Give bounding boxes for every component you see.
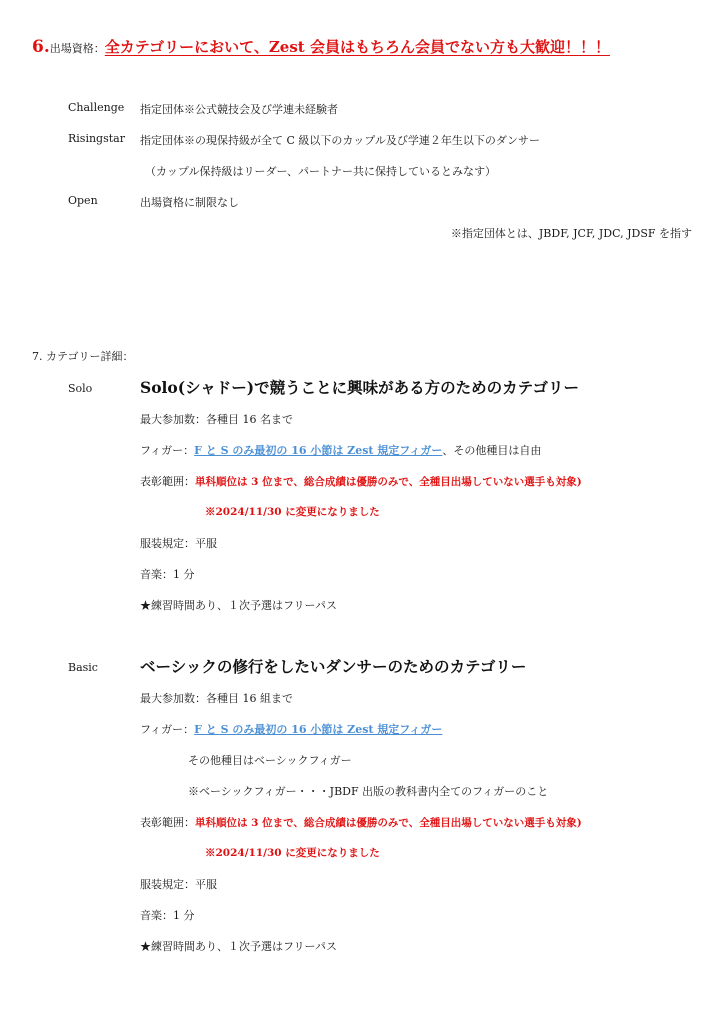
row-name-risingstar: Risingstar: [68, 132, 125, 145]
basic-music: 音楽：1 分: [140, 909, 195, 922]
basic-figure-note: ※ベーシックフィガー・・・JBDF 出版の教科書内全てのフィガーのこと: [188, 785, 549, 798]
basic-figure-link[interactable]: F と S のみ最初の 16 小節は Zest 規定フィガー: [194, 723, 443, 736]
solo-practice: ★練習時間あり、１次予選はフリーパス: [140, 599, 338, 612]
solo-figure-link[interactable]: F と S のみ最初の 16 小節は Zest 規定フィガー: [194, 444, 443, 457]
basic-figure-prefix: フィガー：: [140, 723, 195, 736]
solo-figure: [140, 442, 541, 458]
solo-category-name: Solo: [68, 382, 93, 395]
basic-practice: ★練習時間あり、１次予選はフリーパス: [140, 940, 338, 953]
solo-award: [140, 473, 582, 489]
solo-figure-suffix: 、その他種目は自由: [442, 444, 542, 457]
solo-change-note: ※2024/11/30 に変更になりました: [205, 506, 380, 518]
section6-title: [32, 36, 610, 57]
basic-award: [140, 814, 582, 830]
solo-award-prefix: 表彰範囲：: [140, 475, 195, 488]
solo-max: 最大参加数：各種目 16 名まで: [140, 413, 293, 426]
row-name-open: Open: [68, 194, 98, 207]
basic-heading: ベーシックの修行をしたいダンサーのためのカテゴリー: [140, 657, 527, 676]
designated-bodies-note: ※指定団体とは、JBDF, JCF, JDC, JDSF を指す: [450, 227, 692, 240]
basic-dress: 服装規定：平服: [140, 878, 217, 891]
basic-other-figure: その他種目はベーシックフィガー: [188, 754, 352, 767]
section6-headline: 全カテゴリーにおいて、Zest 会員はもちろん会員でない方も大歓迎！！！: [104, 38, 610, 56]
section6-label: 出場資格：: [49, 42, 105, 55]
solo-heading: Solo(シャドー)で競うことに興味がある方のためのカテゴリー: [140, 378, 579, 397]
row-text-couple-note: （カップル保持級はリーダー、パートナー共に保持しているとみなす）: [145, 165, 497, 178]
basic-change-note: ※2024/11/30 に変更になりました: [205, 847, 380, 859]
basic-award-text: 単科順位は 3 位まで、総合成績は優勝のみで、全種目出場していない選手も対象): [195, 817, 582, 829]
row-name-challenge: Challenge: [68, 101, 125, 114]
section7-label: 7. カテゴリー詳細：: [32, 350, 134, 363]
basic-figure: [140, 721, 442, 737]
basic-category-name: Basic: [68, 661, 98, 674]
solo-music: 音楽：1 分: [140, 568, 195, 581]
solo-award-text: 単科順位は 3 位まで、総合成績は優勝のみで、全種目出場していない選手も対象): [195, 476, 582, 488]
row-text-open: 出場資格に制限なし: [140, 196, 239, 209]
basic-max: 最大参加数：各種目 16 組まで: [140, 692, 293, 705]
row-text-challenge: 指定団体※公式競技会及び学連未経験者: [140, 103, 338, 116]
basic-award-prefix: 表彰範囲：: [140, 816, 195, 829]
solo-dress: 服装規定：平服: [140, 537, 217, 550]
section6-number: 6.: [32, 37, 50, 57]
row-text-risingstar: 指定団体※の現保持級が全て C 級以下のカップル及び学連２年生以下のダンサー: [140, 134, 540, 147]
solo-figure-prefix: フィガー：: [140, 444, 195, 457]
